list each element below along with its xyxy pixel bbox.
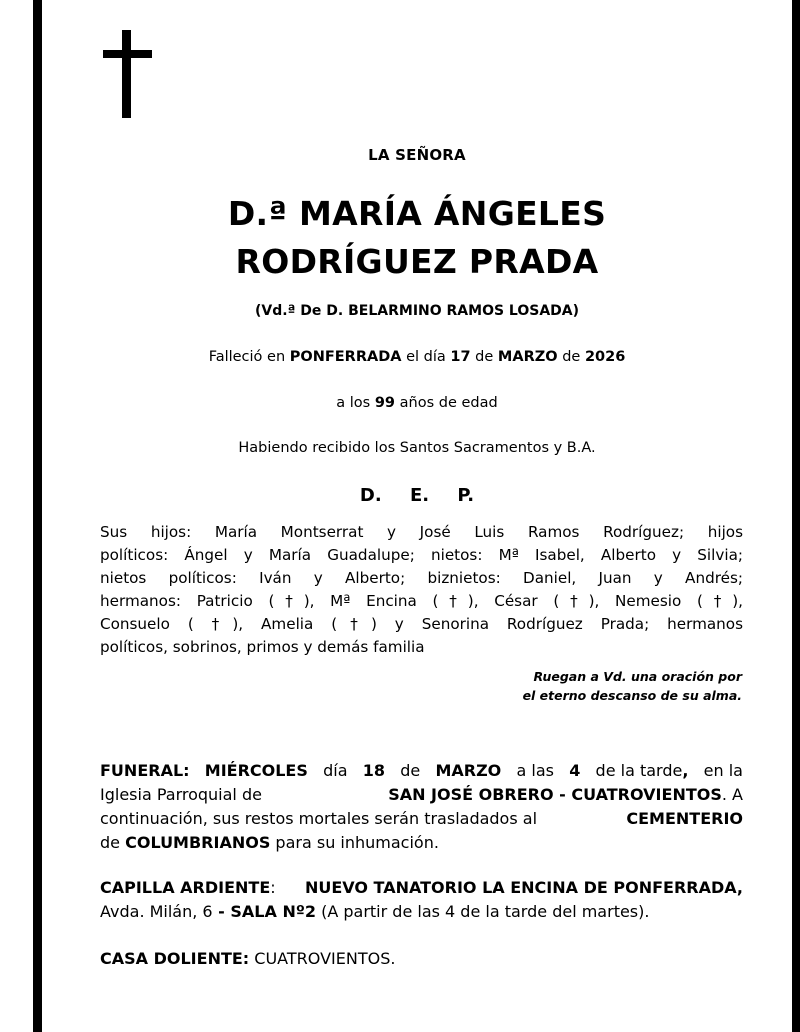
funeral-line-2 [100,783,743,807]
chapel-line-2 [100,900,743,924]
prayer-line-2: el eterno descanso de su alma. [522,688,742,703]
cross-vertical-bar [122,30,131,118]
left-border [33,0,42,1032]
funeral-tarde [596,759,689,783]
funeral-comma: , [682,761,689,780]
family-line: políticos: Ángel y María Guadalupe; nietos: Mª Isabel, Alberto y Silvia; [100,546,743,564]
house-value: CUATROVIENTOS. [249,949,396,968]
family-line: Sus hijos: María Montserrat y José Luis Ramos Rodríguez; hijos [100,523,743,541]
family-line: Consuelo ( †), Amelia (†) y Senorina Rodríguez Prada; hermanos [100,615,743,633]
house-line [100,947,743,971]
funeral-transfer-text: continuación, sus restos mortales serán trasladados al [100,809,538,828]
death-text-1: Falleció en [208,349,290,365]
funeral-text-a-las: a las [516,761,554,780]
funeral-line-3 [100,807,743,831]
funeral-church: SAN JOSÉ OBRERO - CUATROVIENTOS [388,785,722,804]
honorific-title: LA SEÑORA [368,146,466,164]
prayer-request [523,667,742,705]
family-line: políticos, sobrinos, primos y demás familia [100,638,425,656]
dep-initials: D. E. P. [359,485,475,506]
chapel-address: Avda. Milán, 6 [100,902,213,921]
funeral-text-de: de [400,761,421,780]
chapel-room: SALA Nº2 [230,902,316,921]
funeral-text-dia: día [323,761,348,780]
family-line: nietos políticos: Iván y Alberto; biznietos: Daniel, Juan y Andrés; [100,569,743,587]
funeral-burial-text: para su inhumación. [270,833,439,852]
chapel-colon: : [270,878,276,897]
funeral-day: 18 [362,761,385,780]
age-text-1: a los [336,395,375,411]
house-label: CASA DOLIENTE: [100,949,250,968]
age-text-2: años de edad [395,395,498,411]
cross-horizontal-bar [103,50,152,58]
family-line: hermanos: Patricio (†), Mª Encina (†), César (†), Nemesio (†), [100,592,743,610]
funeral-line-1 [100,759,743,783]
death-day: 17 [450,349,471,365]
funeral-month: MARZO [435,761,502,780]
sacraments-statement: Habiendo recibido los Santos Sacramentos y B.A. [238,440,596,456]
deceased-name-line-1: D.ª MARÍA ÁNGELES [227,194,607,233]
deceased-name-line-2: RODRÍGUEZ PRADA [235,242,599,281]
family-paragraph [100,521,743,659]
death-text-3: de [470,349,498,365]
chapel-schedule: (A partir de las 4 de la tarde del martes). [316,902,650,921]
death-text-2: el día [401,349,451,365]
funeral-hour: 4 [569,761,581,780]
house-paragraph [100,947,743,971]
funeral-text-en-la: en la [703,761,743,780]
funeral-weekday: MIÉRCOLES [204,761,308,780]
funeral-cemetery-1: CEMENTERIO [626,809,743,828]
death-month: MARZO [497,349,558,365]
chapel-dash: - [212,902,231,921]
funeral-label: FUNERAL: [100,761,190,780]
funeral-cemetery-2: COLUMBRIANOS [125,833,271,852]
funeral-church-prefix: Iglesia Parroquial de [100,785,262,804]
prayer-line-1: Ruegan a Vd. una oración por [533,669,742,684]
funeral-line-4 [100,831,743,855]
death-place: PONFERRADA [289,349,402,365]
widow-of: (Vd.ª De D. BELARMINO RAMOS LOSADA) [254,303,580,319]
chapel-line-1 [100,876,743,900]
age-statement [42,395,792,411]
death-year: 2026 [584,349,626,365]
funeral-text-tarde: de la tarde [595,761,683,780]
funeral-church-wrap [388,783,743,807]
right-border [792,0,800,1032]
funeral-paragraph [100,759,743,855]
funeral-church-suffix: . A [721,785,743,804]
chapel-label-wrap [100,876,276,900]
death-text-4: de [557,349,585,365]
death-statement [42,349,792,365]
chapel-label: CAPILLA ARDIENTE [100,878,271,897]
chapel-place: NUEVO TANATORIO LA ENCINA DE PONFERRADA, [304,878,743,897]
age-years: 99 [374,395,396,411]
funeral-de: de [100,833,120,852]
chapel-paragraph [100,876,743,924]
